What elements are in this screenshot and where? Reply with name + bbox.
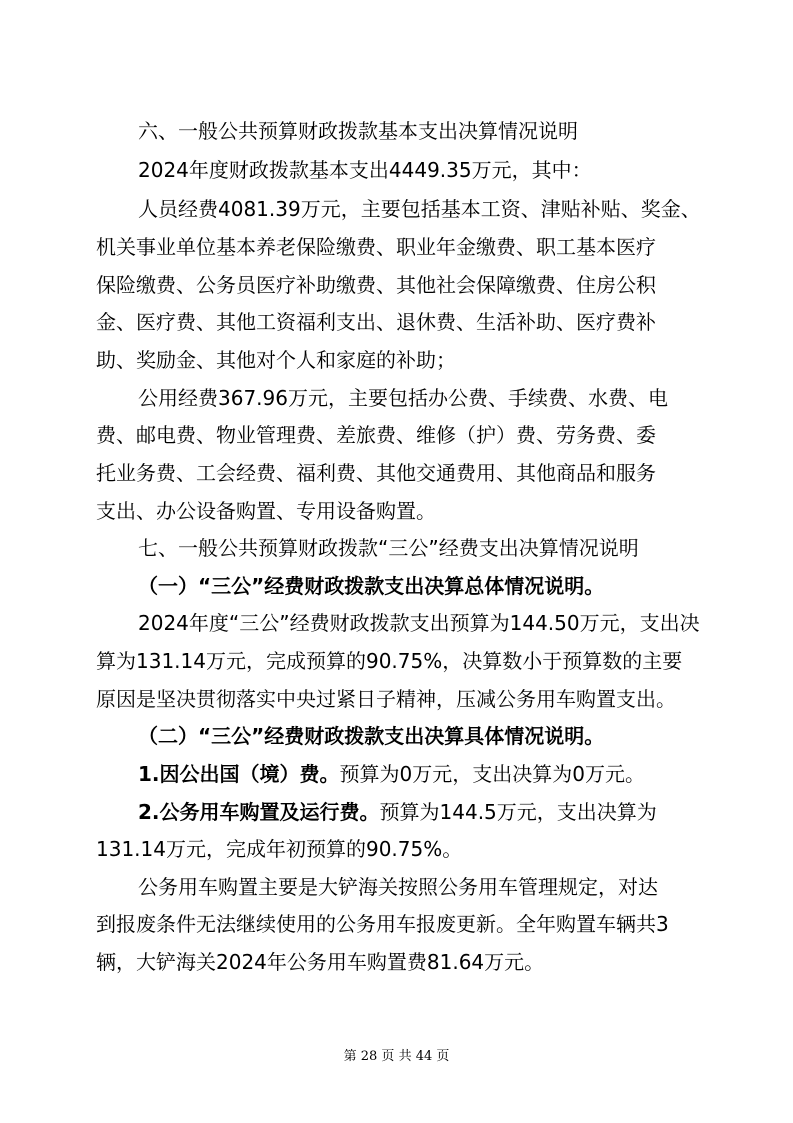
item-2-heading: 2.公务用车购置及运行费。 — [138, 800, 380, 824]
subheading-2: （二）“三公”经费财政拨款支出决算具体情况说明。 — [138, 724, 605, 748]
text-line-11: 支出、办公设备购置、专用设备购置。 — [96, 499, 436, 523]
text-line-15: 算为131.14万元，完成预算的90.75%，决算数小于预算数的主要 — [96, 649, 683, 673]
text-line-21: 公务用车购置主要是大铲海关按照公务用车管理规定，对达 — [138, 875, 658, 899]
text-line-23: 辆，大铲海关2024年公务用车购置费81.64万元。 — [96, 950, 545, 974]
text-line-9: 费、邮电费、物业管理费、差旅费、维修（护）费、劳务费、委 — [96, 423, 656, 447]
text-line-5: 保险缴费、公务员医疗补助缴费、其他社会保障缴费、住房公积 — [96, 273, 656, 297]
subheading-1: （一）“三公”经费财政拨款支出决算总体情况说明。 — [138, 574, 605, 598]
text-line-12: 七、一般公共预算财政拨款“三公”经费支出决算情况说明 — [138, 536, 639, 560]
text-line-6: 金、医疗费、其他工资福利支出、退休费、生活补助、医疗费补 — [96, 310, 656, 334]
page-number-footer: 第 28 页 共 44 页 — [343, 1049, 450, 1064]
text-line-7: 助、奖励金、其他对个人和家庭的补助； — [96, 348, 456, 372]
text-line-16: 原因是坚决贯彻落实中央过紧日子精神，压减公务用车购置支出。 — [96, 687, 676, 711]
text-line-2: 2024年度财政拨款基本支出4449.35万元，其中： — [138, 158, 592, 182]
text-line-4: 机关事业单位基本养老保险缴费、职业年金缴费、职工基本医疗 — [96, 235, 656, 259]
item-1-text: 预算为0万元，支出决算为0万元。 — [339, 762, 645, 786]
text-line-3: 人员经费4081.39万元，主要包括基本工资、津贴补贴、奖金、 — [138, 197, 701, 221]
text-line-20: 131.14万元，完成年初预算的90.75%。 — [96, 837, 463, 861]
text-line-10: 托业务费、工会经费、福利费、其他交通费用、其他商品和服务 — [96, 461, 656, 485]
text-line-18 — [0, 762, 793, 786]
text-line-22: 到报废条件无法继续使用的公务用车报废更新。全年购置车辆共3 — [96, 912, 669, 936]
item-1-heading: 1.因公出国（境）费。 — [138, 762, 340, 786]
text-line-8: 公用经费367.96万元，主要包括办公费、手续费、水费、电 — [138, 386, 668, 410]
text-line-1: 六、一般公共预算财政拨款基本支出决算情况说明 — [138, 119, 578, 143]
text-line-14: 2024年度“三公”经费财政拨款支出预算为144.50万元，支出决 — [138, 611, 700, 635]
item-2-text: 预算为144.5万元，支出决算为 — [379, 800, 657, 824]
text-line-19 — [0, 800, 793, 824]
